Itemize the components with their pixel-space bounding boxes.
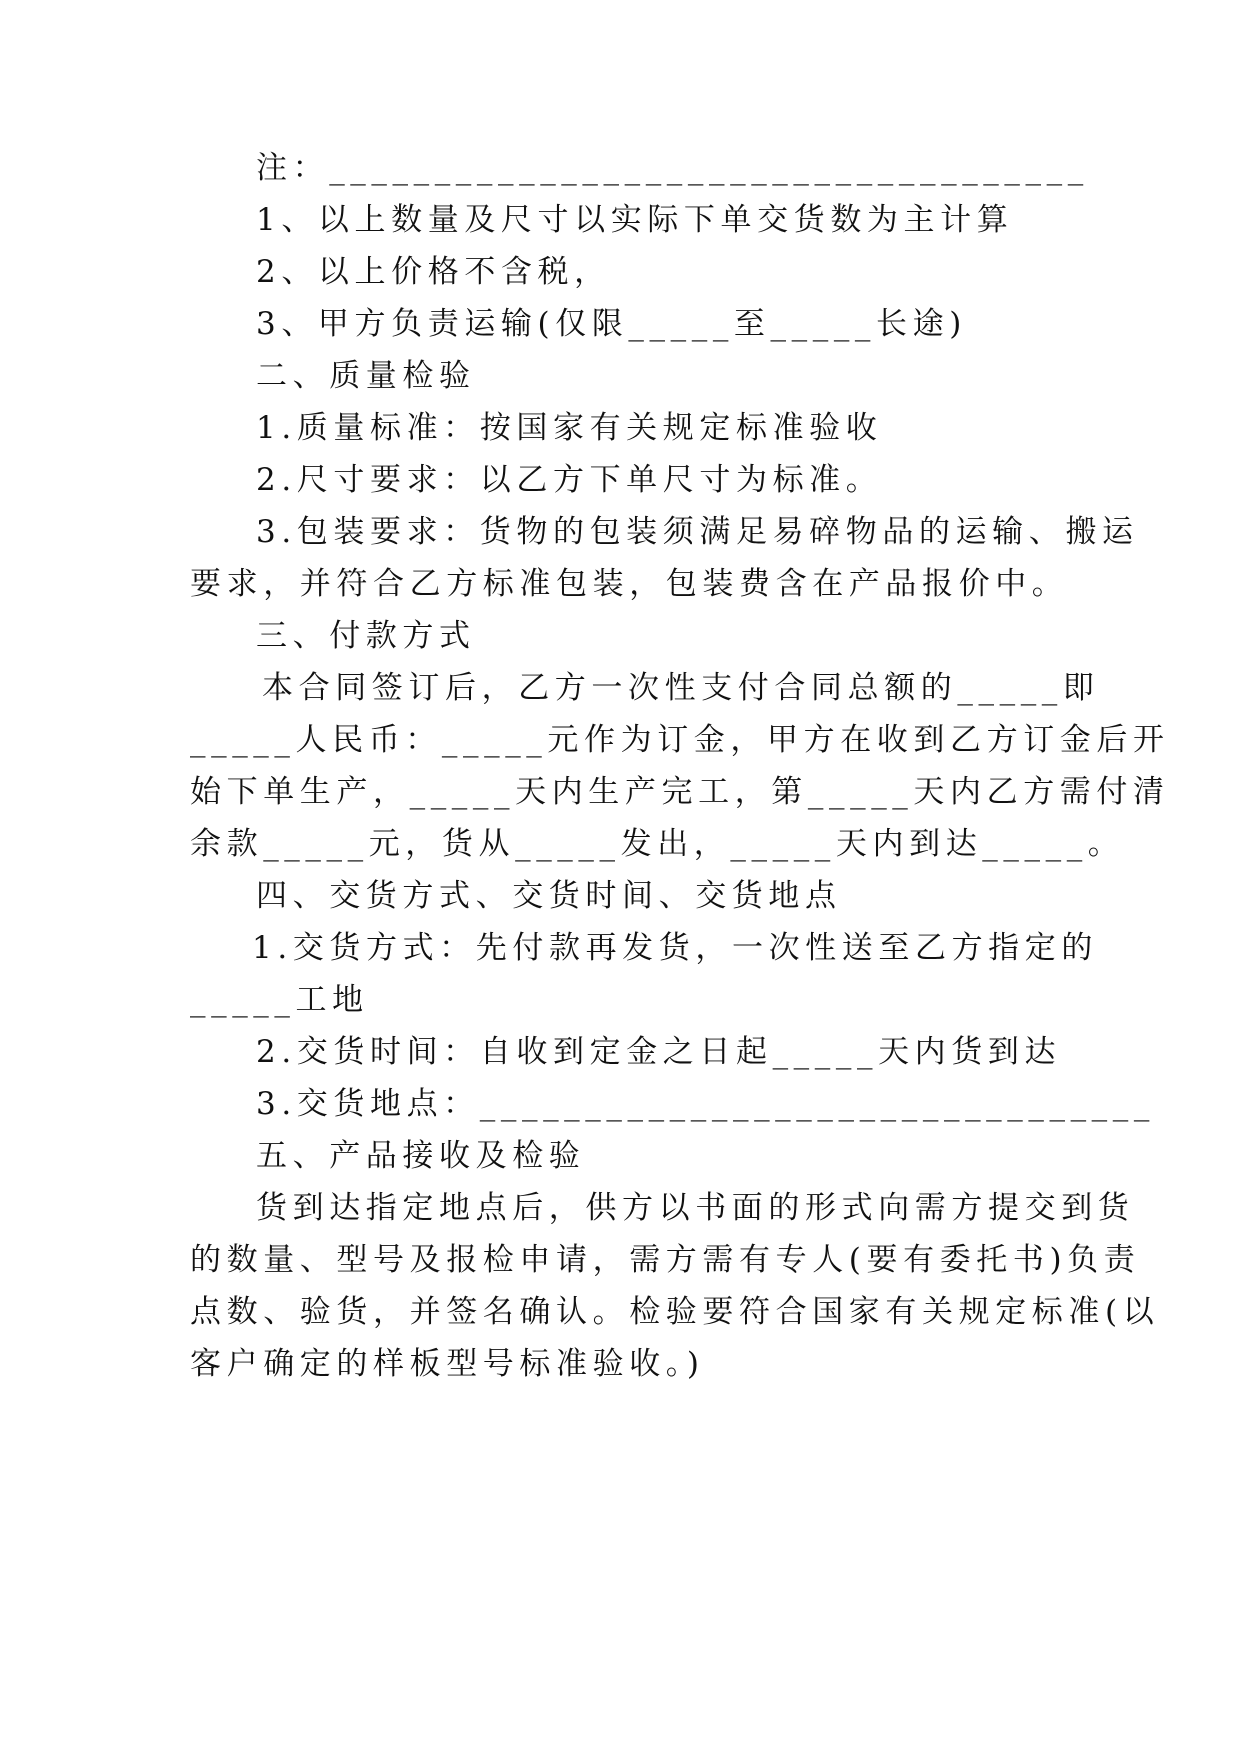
- section-heading-payment: 三、付款方式: [256, 618, 476, 654]
- payment-paragraph-line-3: 始下单生产，_____天内生产完工，第_____天内乙方需付清: [190, 774, 1170, 810]
- note-item-2: 2、以上价格不含税，: [256, 254, 611, 290]
- inspection-paragraph-line-3: 点数、验货，并签名确认。检验要符合国家有关规定标准(以: [190, 1294, 1160, 1330]
- note-item-1: 1、以上数量及尺寸以实际下单交货数为主计算: [256, 202, 1014, 238]
- section-heading-inspection: 五、产品接收及检验: [256, 1138, 586, 1174]
- delivery-item-1-cont: _____工地: [190, 982, 369, 1018]
- payment-paragraph-line-2: _____人民币：_____元作为订金，甲方在收到乙方订金后开: [190, 722, 1170, 758]
- delivery-item-1: 1.交货方式：先付款再发货，一次性送至乙方指定的: [252, 930, 1098, 966]
- section-heading-delivery: 四、交货方式、交货时间、交货地点: [256, 878, 842, 914]
- note-line: 注：____________________________________: [256, 150, 1089, 186]
- note-item-3: 3、甲方负责运输(仅限_____至_____长途): [256, 306, 967, 342]
- delivery-item-3: 3.交货地点：________________________________: [256, 1086, 1155, 1122]
- payment-paragraph-line-1: 本合同签订后，乙方一次性支付合同总额的_____即: [262, 670, 1100, 706]
- quality-item-1: 1.质量标准：按国家有关规定标准验收: [256, 410, 883, 446]
- inspection-paragraph-line-1: 货到达指定地点后，供方以书面的形式向需方提交到货: [256, 1190, 1135, 1226]
- inspection-paragraph-line-2: 的数量、型号及报检申请，需方需有专人(要有委托书)负责: [190, 1242, 1141, 1278]
- section-heading-quality: 二、质量检验: [256, 358, 476, 394]
- quality-item-3-cont: 要求，并符合乙方标准包装，包装费含在产品报价中。: [190, 566, 1069, 602]
- payment-paragraph-line-4: 余款_____元，货从_____发出，_____天内到达_____。: [190, 826, 1125, 862]
- quality-item-2: 2.尺寸要求：以乙方下单尺寸为标准。: [256, 462, 883, 498]
- inspection-paragraph-line-4: 客户确定的样板型号标准验收。): [190, 1346, 705, 1382]
- delivery-item-2: 2.交货时间：自收到定金之日起_____天内货到达: [256, 1034, 1062, 1070]
- quality-item-3: 3.包装要求：货物的包装须满足易碎物品的运输、搬运: [256, 514, 1139, 550]
